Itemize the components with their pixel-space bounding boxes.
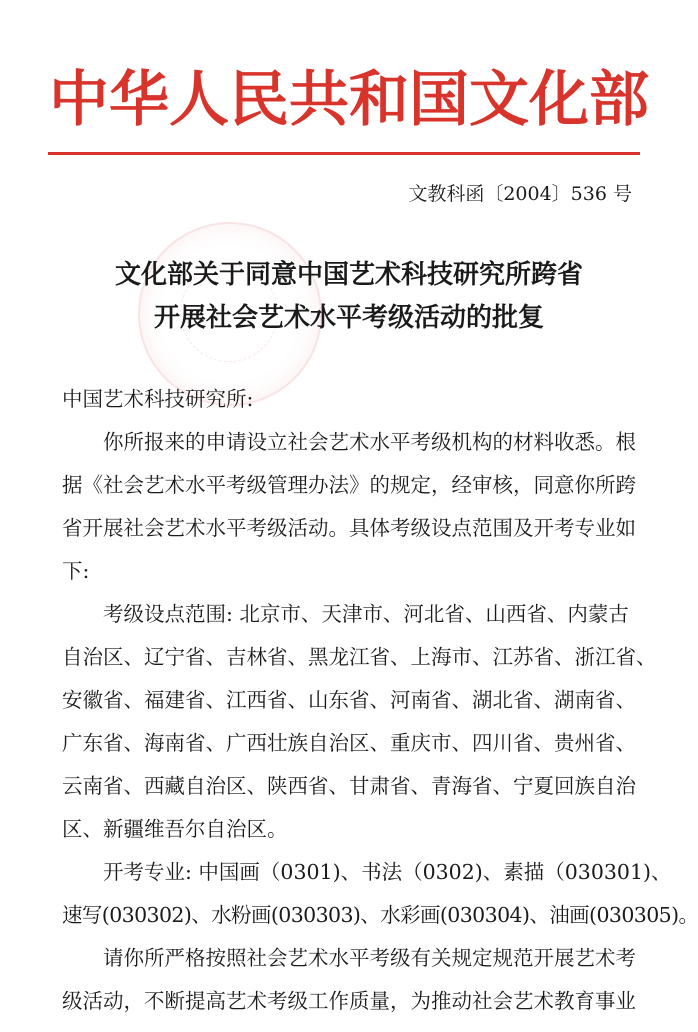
paragraph-3-line: 速写(030302)、水粉画(030303)、水彩画(030304)、油画(030305)。 [62,903,698,927]
document-title [40,254,658,340]
paragraph-1-line: 据《社会艺术水平考级管理办法》的规定，经审核，同意你所跨 [62,473,636,497]
addressee: 中国艺术科技研究所: [62,387,254,411]
paragraph-2-line: 区、新疆维吾尔自治区。 [62,817,288,841]
paragraph-2-line: 考级设点范围: 北京市、天津市、河北省、山西省、内蒙古 [103,602,629,626]
letterhead-title: 中华人民共和国文化部 [49,65,649,135]
document-number: 文教科函〔2004〕536 号 [408,183,632,205]
title-line-1: 文化部关于同意中国艺术科技研究所跨省 [114,260,583,290]
paragraph-2-line: 云南省、西藏自治区、陕西省、甘肃省、青海省、宁夏回族自治 [62,774,636,798]
paragraph-1-line: 下: [62,559,90,583]
paragraph-2-line: 自治区、辽宁省、吉林省、黑龙江省、上海市、江苏省、浙江省、 [62,645,657,669]
paragraph-1-line: 省开展社会艺术水平考级活动。具体考级设点范围及开考专业如 [62,516,636,540]
paragraph-4-line: 级活动，不断提高艺术考级工作质量，为推动社会艺术教育事业 [62,989,636,1013]
letterhead-red-rule [48,152,640,155]
paragraph-2-line: 广东省、海南省、广西壮族自治区、重庆市、四川省、贵州省、 [62,731,636,755]
paragraph-4-line: 请你所严格按照社会艺术水平考级有关规定规范开展艺术考 [103,946,636,970]
document-body [62,378,698,1023]
paragraph-1-line: 你所报来的申请设立社会艺术水平考级机构的材料收悉。根 [103,430,636,454]
paragraph-3-line: 开考专业: 中国画（0301)、书法（0302)、素描（030301)、 [103,860,672,884]
title-line-2: 开展社会艺术水平考级活动的批复 [153,303,544,333]
paragraph-2-line: 安徽省、福建省、江西省、山东省、河南省、湖北省、湖南省、 [62,688,636,712]
